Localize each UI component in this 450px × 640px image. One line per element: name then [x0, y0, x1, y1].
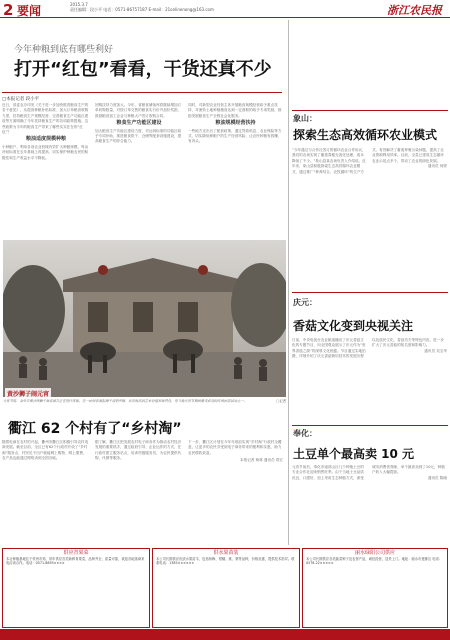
page-number: 2 [3, 1, 14, 19]
lead-paragraph: 回购扶持力度加大。今年，省粮食储备库将继续增加订单收购数量，对按订单交售的粮食实行价外加价奖励，鼓励粮食加工企业与种粮大户签订收购合同。 [95, 103, 182, 118]
column-divider [288, 20, 289, 545]
classified-ad-3 [302, 548, 448, 628]
side-divider [292, 110, 448, 111]
lion-dance-photo [3, 240, 286, 397]
ad-body: 本公司长期供应各类蔬菜种子及农资产品，诚信经营，送货上门。地址：丽水市莲都区 电话：0578-22××××× [306, 557, 443, 566]
ad-body: 本社种植基地位于杭州市郊，常年供应各类新鲜青果菜，品种齐全，质量可靠，欢迎各地客商来电洽谈合作。电话：0571-8893×××× [6, 557, 145, 566]
side3-author: 通讯员 陈晓 [427, 475, 447, 480]
side3-label: 奉化： [293, 429, 317, 438]
second-column-2 [95, 440, 183, 540]
lead-column-2 [95, 103, 183, 238]
side1-body [292, 148, 447, 288]
side1-author: 通讯员 何婷 [427, 164, 447, 169]
side-divider [292, 425, 448, 426]
side2-headline: 香菇文化变到央视关注 [293, 319, 414, 333]
side1-label: 象山： [293, 114, 317, 123]
second-column-3 [188, 440, 283, 540]
footer-strip [0, 629, 450, 640]
caption-text: 元宵节前，金华市黄沙镇狮子舞表演者正在进行排练。这一民间表演起源于清朝中期，具有很高的艺术价值和观赏性，是当地元宵节期间最受欢迎的传统民俗活动之一。 [3, 399, 247, 403]
lead-column-1 [2, 103, 90, 238]
page-header [0, 0, 450, 18]
photo-caption [3, 399, 286, 404]
editor-contact: 责任编辑：段小平 电话：0571-86757187 E-mail：21onlinenong@163.com [70, 7, 214, 12]
side1-paragraph: “今年通过与合作社签订的循环农业合作协议，我们的农场实现了畜禽粪便无害化处理，成本降低了不少。”象山县某农场负责人介绍说。近年来，象山县积极探索生态高效循环农业模式，通过推广“种养结合、农牧循环”的生产方式，有效解决了畜禽养殖污染问题，提高了农业资源利用效率。目前，全县已建成生态循环农业示范点多个，带动了农业的绿色发展。 [292, 148, 444, 174]
second-column-1 [2, 440, 90, 540]
ad-body: 本公司长期供应优质水果苗木，包括杨梅、柑橘、桃、梨等品种，价格优惠，提供技术指导。联系电话：1385×××××× [156, 557, 295, 566]
lead-paragraph: 一些地方还出台了配套政策，通过贷款贴息、农业保险等方式，切实降低种粮户的生产经营风险，让农民种粮有钱赚、有奔头。 [188, 128, 282, 144]
lead-kicker: 今年种粮到底有哪些利好 [14, 45, 114, 55]
lead-paragraph: 加大粮食生产功能区建设力度，对达到标准的功能区给予专项补助，推进粮食烘干、仓储等配套设施建设，提高粮食生产的综合能力。 [95, 128, 182, 144]
issue-date: 2015.3.7 [70, 2, 88, 7]
lead-subhead: 粮油规模经营扶持 [215, 120, 256, 127]
second-paragraph: 随着电商在农村的兴起，衢州市衢江区积极引导农村电商发展。截至目前，全区已有62个行政村开设了“乡村淘”服务点，村民足不出户就能网上购物、网上缴费，农产品也能通过网络卖到全国各地。 [2, 440, 89, 461]
lead-subhead: 粮食生产功能区建设 [116, 120, 162, 127]
lead-headline: 打开“红包”看看，干货还真不少 [14, 59, 272, 80]
side-divider [292, 292, 448, 293]
classified-ad-2 [152, 548, 300, 628]
side3-body [292, 465, 447, 545]
side2-paragraph: 日前，中央电视台农业频道播出了庆元香菇文化的专题节目，向全国观众展示了庆元作为“世界香菇之源”的深厚文化底蕴。节目通过实地拍摄，详细介绍了庆元香菇栽培技术的发展历程以及菇民文化、香菇功夫等特色内容，进一步扩大了庆元香菇的知名度和影响力。 [292, 338, 444, 359]
second-paragraph: 下一步，衢江区计划在今年年底前实现“乡村淘”行政村全覆盖，让更多的农民享受到电子商务带来的便利和实惠，助力农民增收致富。 [188, 440, 282, 455]
side1-headline: 探索生态高效循环农业模式 [293, 128, 438, 142]
ad-title: 供应青果菜 [63, 550, 89, 556]
photo-title: 黄沙狮子闹元宵 [5, 388, 51, 399]
side3-paragraph: 元宵节前后，奉化市南部山区几个种植土豆的专业合作社迎来销售旺季。由于当地土豆品质优良、口感好，加上采用生态种植方式，深受城市消费者青睐，单个最高卖到了10元，种植户收入大幅提高。 [292, 465, 445, 480]
photo-credit: □记者 [276, 399, 286, 403]
lead-paragraph: 同时，对新型农业经营主体开展粮食规模经营给予重点扶持，对流转土地种植粮食达到一定面积的给予专项奖励，鼓励发展粮食生产全程社会化服务。 [188, 103, 282, 118]
lead-paragraph: 小种粮户，利用各项农业机械有效扩大种粮规模，每亩补贴标准在去年基础上再提高，切实保护种粮农民的积极性和生产收益水平不降低。 [2, 144, 89, 160]
side2-author: 通讯员 吴宝华 [424, 348, 447, 353]
second-author: 本报记者 杨林 通讯员 郑宏 [240, 458, 283, 463]
lead-column-3 [188, 103, 283, 238]
classified-ad-1 [2, 548, 150, 628]
lead-paragraph: 近日，省委农办印发《关于进一步加快推进粮食生产的若干意见》，从提高种粮补贴标准、加大订单粮食收购力度、扶持粮食生产规模经营、完善粮食生产功能区建设等方面明确了今年扶持粮食生产的各项政策措施。这些政策为今年的粮食生产带来了哪些实实在在的“红包”？ [2, 103, 89, 135]
section-title: 要闻 [17, 4, 42, 18]
second-paragraph: 据了解，衢江区把发展农村电子商务作为推动农村经济发展的重要抓手，通过政府引导、企业运作的方式，在行政村建立服务站点，培训村级服务员，为农民提供代购、代销等服务。 [95, 440, 182, 461]
ad-title: 丽水绿阳公司供应 [354, 550, 395, 556]
lead-subhead: 粮油适度规模种粮 [25, 136, 66, 143]
lead-byline: □本报记者 段小平 [2, 97, 40, 102]
second-headline: 衢江 62 个村有了“乡村淘” [8, 421, 182, 437]
side2-body [292, 338, 447, 428]
side2-label: 庆元： [293, 298, 317, 307]
side3-headline: 土豆单个最高卖 10 元 [293, 447, 415, 461]
masthead-logo: 浙江农民报 [387, 4, 442, 17]
ad-title: 供水果苗装 [213, 550, 239, 556]
header-meta [70, 2, 214, 12]
headline-divider [2, 92, 282, 93]
